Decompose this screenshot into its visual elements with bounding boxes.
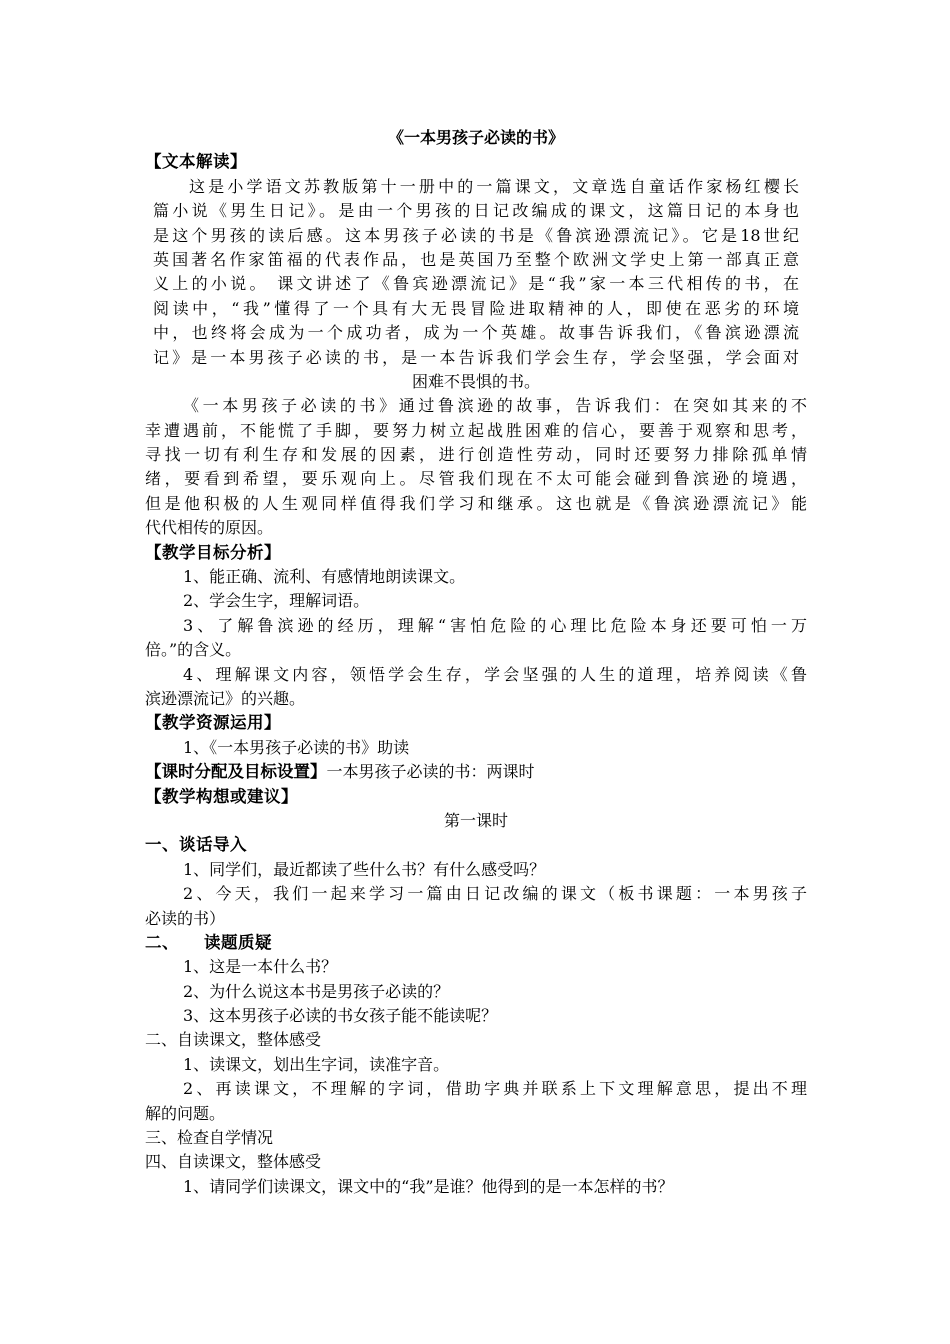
intro-line: 记》是一本男孩子必读的书，是一本告诉我们学会生存，学会坚强，学会面对 [153,347,799,367]
goal-item-continued: 倍。”的含义。 [145,640,242,660]
intro-line: 篇小说《男生日记》。是由一个男孩的日记改编成的课文，这篇日记的本身也 [153,201,799,221]
part-heading: 二、 读题质疑 [145,932,272,952]
step-item: 1、读课文，划出生字词，读准字音。 [183,1054,450,1074]
step-item: 2、今天，我们一起来学习一篇由日记改编的课文（板书课题：一本男孩子 [183,884,807,904]
intro-line: 是这个男孩的读后感。这本男孩子必读的书是《鲁滨逊漂流记》。它是18世纪 [153,225,799,245]
paragraph-line: 《一本男孩子必读的书》通过鲁滨逊的故事，告诉我们：在突如其来的不 [183,396,807,416]
step-item: 1、同学们，最近都读了些什么书？有什么感受吗？ [183,859,546,879]
step-item: 3、这本男孩子必读的书女孩子能不能读呢？ [183,1006,498,1026]
paragraph-line: 代代相传的原因。 [145,518,274,538]
paragraph-line: 幸遭遇前，不能慌了手脚，要努力树立起战胜困难的信心，要善于观察和思考， [145,420,807,440]
goal-item: 2、学会生字，理解词语。 [183,591,370,611]
intro-line: 困难不畏惧的书。 [411,371,540,391]
step-item: 2、为什么说这本书是男孩子必读的？ [183,981,450,1001]
time-allocation-line [145,760,807,784]
part-heading: 二、自读课文，整体感受 [145,1030,322,1050]
lesson-label: 第一课时 [443,810,508,830]
resource-item: 1、《一本男孩子必读的书》助读 [183,737,410,757]
goal-item-continued: 滨逊漂流记》的兴趣。 [145,688,306,708]
intro-line: 义上的小说。 课文讲述了《鲁宾逊漂流记》是“我”家一本三代相传的书，在 [153,274,799,294]
section-heading-design: 【教学构想或建议】 [145,786,298,806]
goal-item: 4、理解课文内容，领悟学会生存，学会坚强的人生的道理，培养阅读《鲁 [183,664,807,684]
time-allocation-text: 一本男孩子必读的书：两课时 [326,762,535,782]
goal-item: 1、能正确、流利、有感情地朗读课文。 [183,567,466,587]
document-title: 《一本男孩子必读的书》 [387,128,564,147]
paragraph-line: 绪，要看到希望，要乐观向上。尽管我们现在不太可能会碰到鲁滨逊的境遇， [145,469,807,489]
paragraph-line: 但是他积极的人生观同样值得我们学习和继承。这也就是《鲁滨逊漂流记》能 [145,493,807,513]
step-item: 1、请同学们读课文，课文中的“我”是谁？他得到的是一本怎样的书？ [183,1176,674,1196]
paragraph-line: 寻找一切有利生存和发展的因素，进行创造性劳动，同时还要努力排除孤单情 [145,445,807,465]
part-heading: 四、自读课文，整体感受 [145,1152,322,1172]
goal-item: 3、了解鲁滨逊的经历，理解“害怕危险的心理比危险本身还要可怕一万 [183,615,807,635]
step-item-continued: 必读的书） [145,908,226,928]
intro-line: 中，也终将会成为一个成功者，成为一个英雄。故事告诉我们，《鲁滨逊漂流 [153,323,799,343]
part-heading: 三、检查自学情况 [145,1128,274,1148]
section-heading-goals: 【教学目标分析】 [145,542,281,562]
step-item: 2、再读课文，不理解的字词，借助字典并联系上下文理解意思，提出不理 [183,1079,807,1099]
part-heading: 一、谈话导入 [145,835,247,855]
intro-line: 这是小学语文苏教版第十一册中的一篇课文，文章选自童话作家杨红樱长 [189,176,799,196]
step-item: 1、这是一本什么书？ [183,957,338,977]
intro-line: 英国著名作家笛福的代表作品，也是英国乃至整个欧洲文学史上第一部真正意 [153,249,799,269]
section-heading-text-reading: 【文本解读】 [145,152,247,172]
second-paragraph [145,394,807,540]
section-heading-time: 【课时分配及目标设置】 [145,762,327,782]
document-page [145,126,807,1199]
step-item-continued: 解的问题。 [145,1103,226,1123]
intro-line: 阅读中，“我”懂得了一个具有大无畏冒险进取精神的人，即使在恶劣的环境 [153,298,799,318]
section-heading-resources: 【教学资源运用】 [145,713,281,733]
intro-paragraph [145,175,807,395]
